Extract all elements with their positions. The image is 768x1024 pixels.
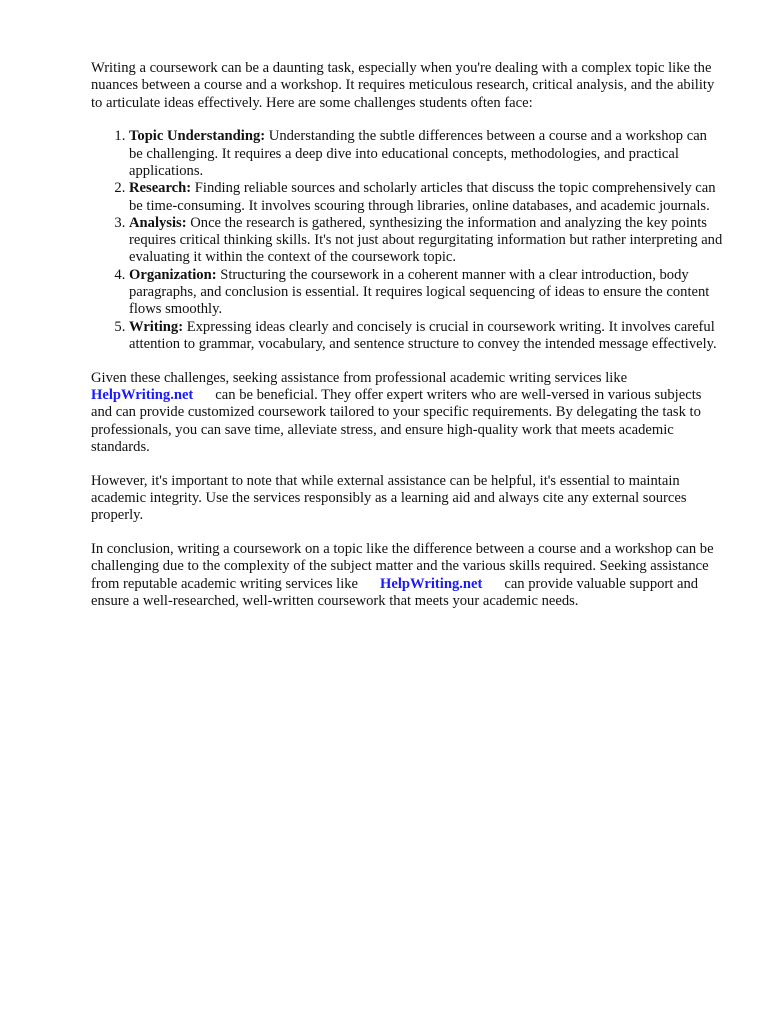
challenge-term: Analysis: <box>129 214 187 231</box>
conclusion-text-after: can provide valuable support and ensure a well-researched, well-written coursework that meets your academic needs. <box>91 575 699 610</box>
challenges-list <box>91 128 723 353</box>
list-item <box>129 215 723 267</box>
challenge-text: Expressing ideas clearly and concisely is crucial in coursework writing. It involves careful attention to grammar, vocabulary, and sentence structure to convey the intended message effectively. <box>129 318 717 352</box>
challenge-text: Once the research is gathered, synthesizing the information and analyzing the key points requires critical thinking skills. It's not just about regurgitating information but rather interpreting and evaluating it within the context of the coursework topic. <box>129 214 723 266</box>
list-item <box>129 319 723 354</box>
intro-paragraph: Writing a coursework can be a daunting task, especially when you're dealing with a complex topic like the nuances between a course and a workshop. It requires meticulous research, critical analysis, and the ability to articulate ideas effectively. Here are some challenges students often face: <box>91 60 715 111</box>
challenge-text: Finding reliable sources and scholarly articles that discuss the topic comprehensively can be time-consuming. It involves scouring through libraries, online databases, and academic journals. <box>129 180 716 214</box>
challenge-text: Understanding the subtle differences between a course and a workshop can be challenging. It requires a deep dive into educational concepts, methodologies, and practical applications. <box>129 128 707 179</box>
assistance-text-after: can be beneficial. They offer expert writers who are well-versed in various subjects and can provide customized coursework tailored to your specific requirements. By delegating the task to professionals, you can save time, alleviate stress, and ensure high-quality work that meets academic standards. <box>91 387 702 455</box>
list-item <box>129 180 723 215</box>
challenge-term: Organization: <box>129 266 217 283</box>
document-page <box>91 60 723 627</box>
helpwriting-link[interactable]: HelpWriting.net <box>380 575 483 592</box>
challenge-term: Topic Understanding: <box>129 128 266 145</box>
challenge-term: Research: <box>129 180 192 197</box>
challenge-text: Structuring the coursework in a coherent manner with a clear introduction, body paragraphs, and conclusion is essential. It requires logical sequencing of ideas to ensure the content flows smoothly. <box>129 266 710 318</box>
assistance-paragraph <box>91 370 723 456</box>
list-item <box>129 128 723 180</box>
challenge-term: Writing: <box>129 318 184 335</box>
conclusion-paragraph <box>91 541 723 610</box>
assistance-text-before: Given these challenges, seeking assistance from professional academic writing services like <box>91 369 628 386</box>
list-item <box>129 267 723 319</box>
conclusion-text-before: In conclusion, writing a coursework on a topic like the difference between a course and a workshop can be challenging due to the complexity of the subject matter and the various skills required. Seeking assistance from reputable academic writing services like <box>91 541 714 592</box>
integrity-paragraph: However, it's important to note that while external assistance can be helpful, it's essential to maintain academic integrity. Use the services responsibly as a learning aid and always cite any external sources properly. <box>91 472 687 524</box>
helpwriting-link[interactable]: HelpWriting.net <box>91 387 194 404</box>
